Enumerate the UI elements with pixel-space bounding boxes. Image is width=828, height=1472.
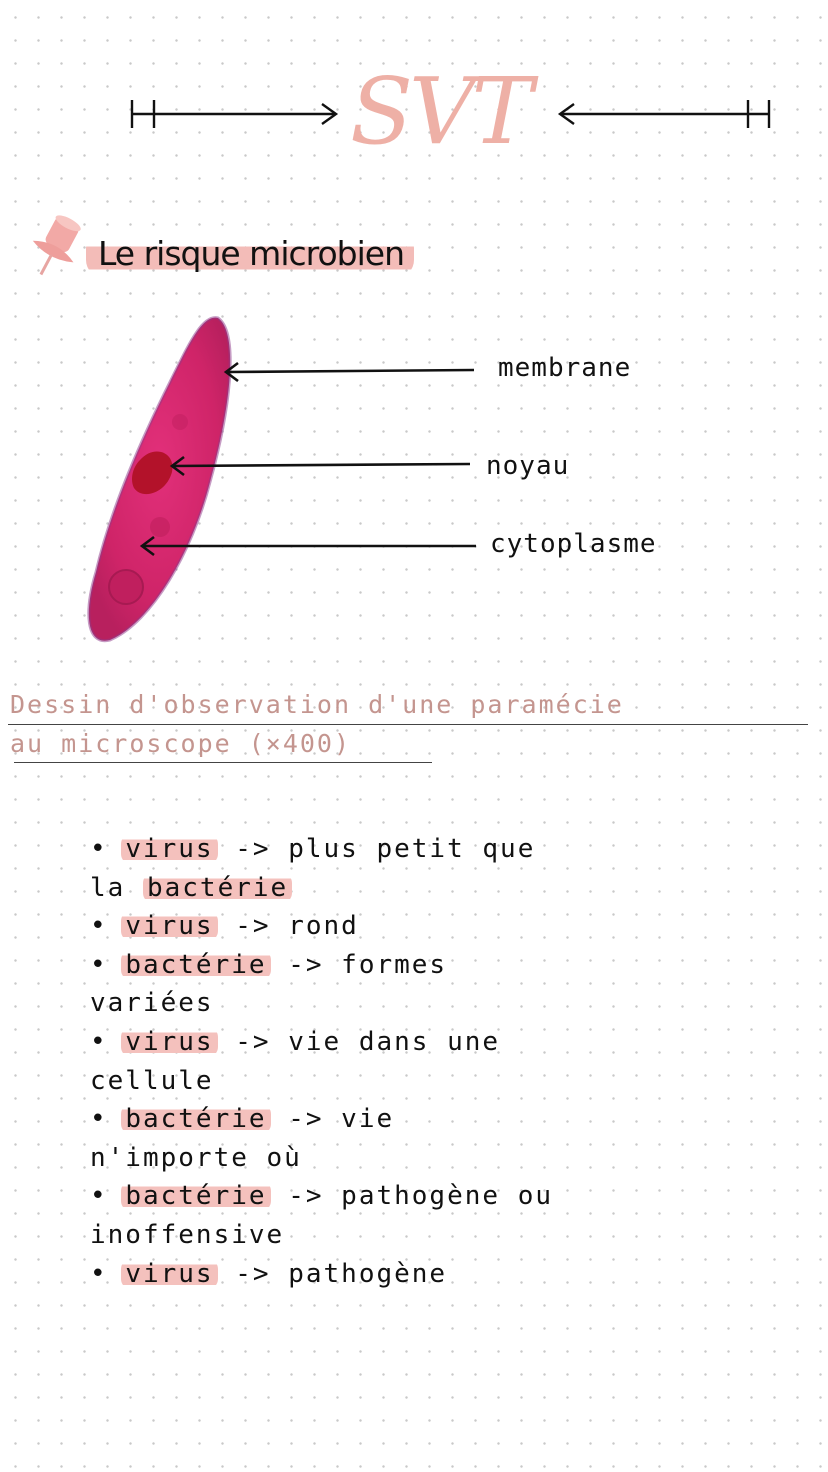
section-heading: Le risque microbien <box>86 230 414 278</box>
list-item: • bactérie -> vie <box>90 1104 395 1135</box>
membrane-arrow-icon <box>222 358 478 386</box>
caption-line-2: au microscope (×400) <box>10 729 352 758</box>
list-item: • virus -> pathogène <box>90 1258 448 1289</box>
list-item-continuation: la bactérie <box>90 869 810 908</box>
list-item-continuation: n'importe où <box>90 1142 302 1173</box>
notes-list <box>90 830 810 1293</box>
highlighted-term: virus <box>121 834 217 864</box>
highlighted-term: virus <box>121 1259 217 1289</box>
page-title: SVT <box>350 58 529 165</box>
list-item: • virus -> plus petit que <box>90 834 536 864</box>
caption-underline-2 <box>14 762 432 763</box>
noyau-label: noyau <box>486 451 570 481</box>
highlighted-term: virus <box>121 911 217 941</box>
highlighted-term: bactérie <box>121 950 270 980</box>
left-arrow-icon <box>128 96 343 132</box>
push-pin-icon <box>22 212 88 284</box>
list-item-continuation: variées <box>90 988 214 1019</box>
highlighted-term: bactérie <box>143 873 292 903</box>
highlighted-term: virus <box>121 1027 217 1057</box>
cytoplasme-label: cytoplasme <box>490 529 657 559</box>
list-item: • bactérie -> pathogène ou <box>90 1181 553 1212</box>
list-item-continuation: cellule <box>90 1065 214 1096</box>
list-item: • virus -> vie dans une <box>90 1026 501 1057</box>
caption-underline-1 <box>8 724 808 725</box>
highlighted-term: bactérie <box>121 1104 270 1134</box>
membrane-label: membrane <box>498 353 632 383</box>
noyau-arrow-icon <box>168 452 474 480</box>
list-item-continuation: inoffensive <box>90 1219 285 1250</box>
caption-line-1: Dessin d'observation d'une paramécie <box>10 690 624 719</box>
highlighted-term: bactérie <box>121 1181 270 1211</box>
cytoplasme-arrow-icon <box>138 532 480 560</box>
list-item: • virus -> rond <box>90 911 359 942</box>
list-item: • bactérie -> formes <box>90 949 448 980</box>
right-arrow-icon <box>556 96 774 132</box>
